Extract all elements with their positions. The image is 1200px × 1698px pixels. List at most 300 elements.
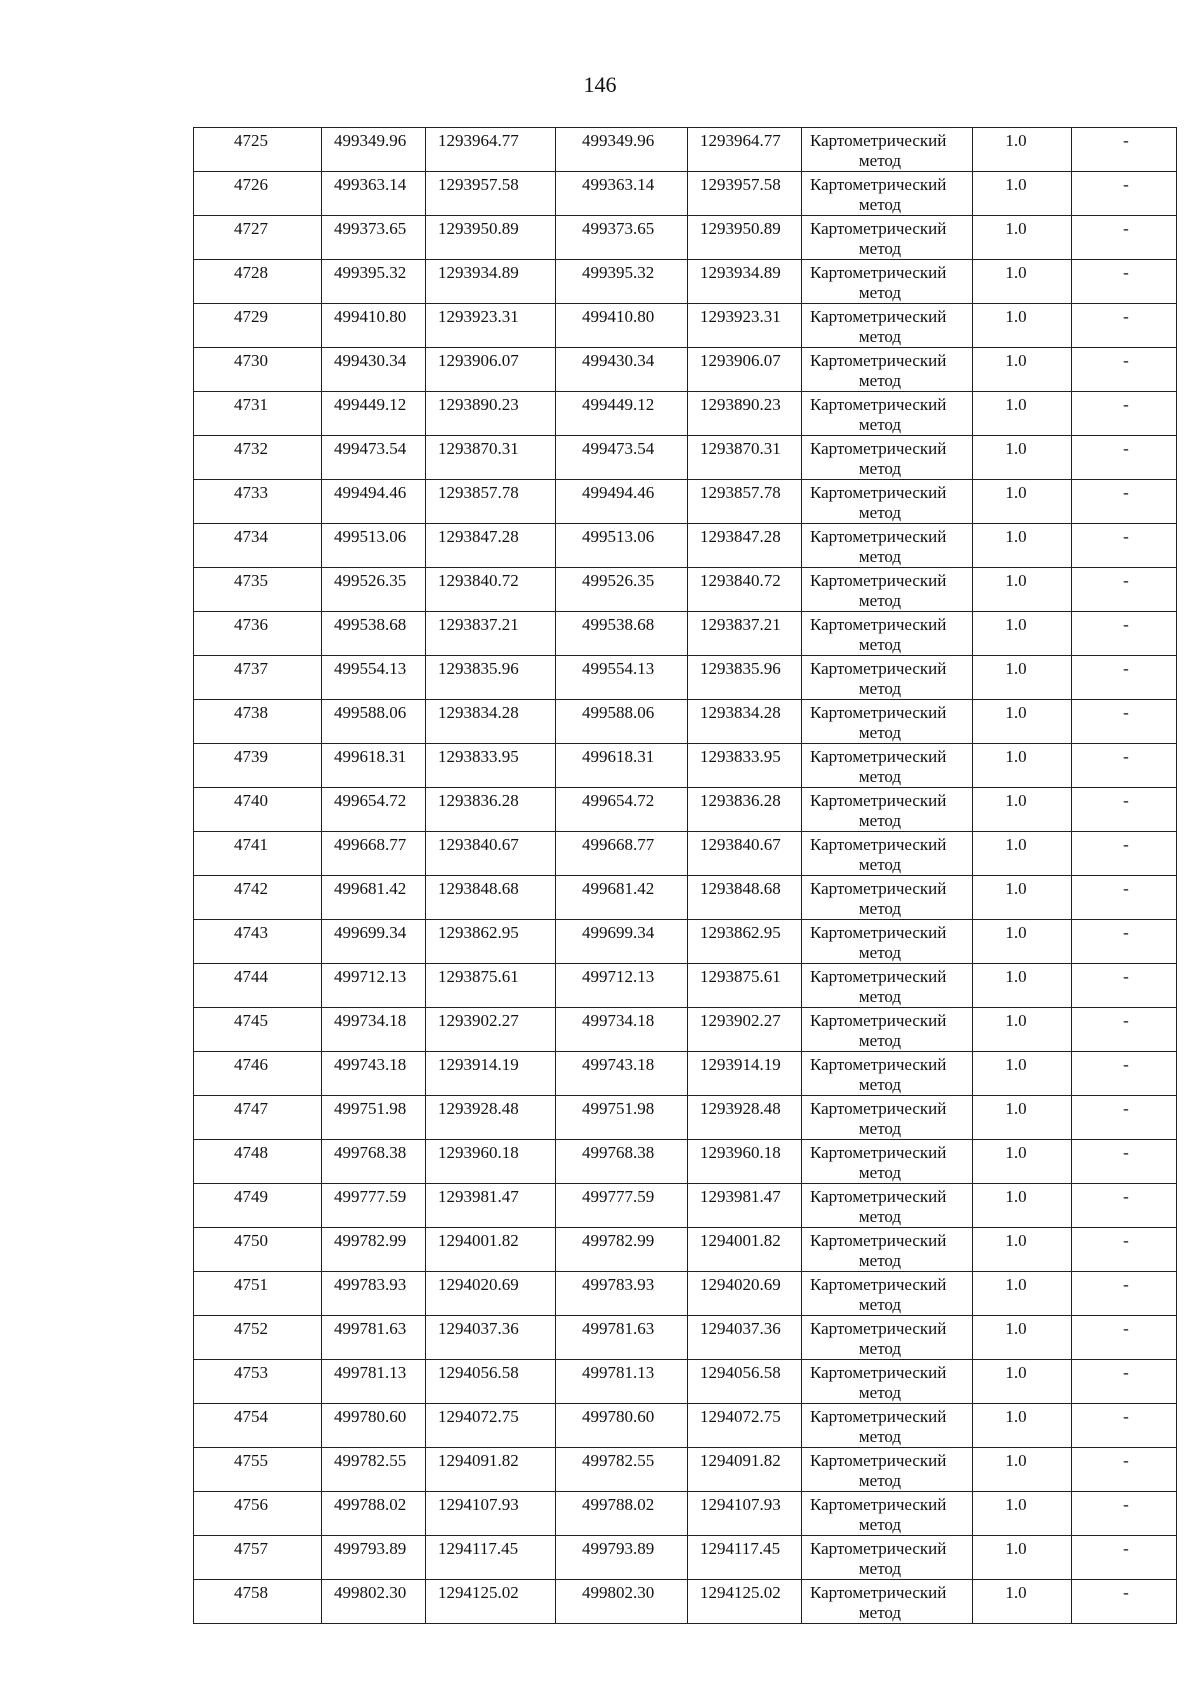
x-coordinate-repeat-cell: [556, 216, 688, 260]
x-coordinate-repeat-cell: [556, 1448, 688, 1492]
x-coordinate-text: 499802.30: [334, 1583, 407, 1602]
accuracy-cell: [973, 964, 1072, 1008]
x-coordinate-text: 499395.32: [334, 263, 407, 282]
note-cell: [1072, 920, 1177, 964]
method-text: Картометрический: [810, 1319, 947, 1338]
method-text: Картометрический: [810, 1011, 947, 1030]
y-coordinate-repeat-cell: [688, 1228, 802, 1272]
method-text: Картометрический: [810, 747, 947, 766]
note-cell: [1072, 832, 1177, 876]
method-text-line2: метод: [858, 1383, 902, 1402]
y-coordinate-cell: [426, 1008, 556, 1052]
point-number-text: 4740: [234, 791, 268, 810]
x-coordinate-cell: [322, 1272, 426, 1316]
x-coordinate-cell: [322, 1184, 426, 1228]
x-coordinate-repeat-cell: [556, 1052, 688, 1096]
y-coordinate-repeat-cell: [688, 304, 802, 348]
point-number-cell: [194, 524, 322, 568]
method-text-line2: метод: [858, 1119, 902, 1138]
method-text-line2: метод: [858, 1515, 902, 1534]
y-coordinate-text: 1293836.28: [438, 791, 519, 810]
x-coordinate-repeat-cell: [556, 1228, 688, 1272]
accuracy-cell: [973, 172, 1072, 216]
y-coordinate-repeat-cell: [688, 436, 802, 480]
x-coordinate-text: 499554.13: [334, 659, 407, 678]
x-coordinate-text: 499782.99: [334, 1231, 407, 1250]
y-coordinate-text: 1293914.19: [438, 1055, 519, 1074]
y-coordinate-repeat-text: 1293847.28: [700, 527, 781, 546]
y-coordinate-text: 1293906.07: [438, 351, 519, 370]
method-text: Картометрический: [810, 483, 947, 502]
method-text-line2: метод: [858, 371, 902, 390]
note-text: -: [1123, 1451, 1129, 1470]
method-text-line2: метод: [858, 1471, 902, 1490]
accuracy-cell: [973, 1096, 1072, 1140]
method-text-line2: метод: [858, 1207, 902, 1226]
x-coordinate-cell: [322, 744, 426, 788]
method-cell: [802, 612, 973, 656]
accuracy-text: 1.0: [1005, 1319, 1027, 1338]
method-text: Картометрический: [810, 263, 947, 282]
y-coordinate-repeat-cell: [688, 1316, 802, 1360]
x-coordinate-cell: [322, 568, 426, 612]
table-row: [194, 172, 1177, 216]
method-text-line2: метод: [858, 767, 902, 786]
table-row: [194, 1008, 1177, 1052]
note-cell: [1072, 1536, 1177, 1580]
y-coordinate-cell: [426, 1448, 556, 1492]
accuracy-cell: [973, 128, 1072, 172]
x-coordinate-repeat-text: 499588.06: [582, 703, 655, 722]
x-coordinate-repeat-text: 499782.99: [582, 1231, 655, 1250]
point-number-cell: [194, 1140, 322, 1184]
y-coordinate-repeat-text: 1293950.89: [700, 219, 781, 238]
y-coordinate-text: 1294107.93: [438, 1495, 519, 1514]
y-coordinate-repeat-cell: [688, 128, 802, 172]
accuracy-text: 1.0: [1005, 791, 1027, 810]
coordinates-table: [193, 127, 1177, 1624]
accuracy-cell: [973, 348, 1072, 392]
accuracy-cell: [973, 1492, 1072, 1536]
point-number-cell: [194, 1580, 322, 1624]
x-coordinate-text: 499513.06: [334, 527, 407, 546]
point-number-text: 4738: [234, 703, 268, 722]
y-coordinate-repeat-cell: [688, 1448, 802, 1492]
point-number-text: 4743: [234, 923, 268, 942]
x-coordinate-repeat-text: 499373.65: [582, 219, 655, 238]
method-cell: [802, 568, 973, 612]
x-coordinate-repeat-text: 499783.93: [582, 1275, 655, 1294]
accuracy-text: 1.0: [1005, 1231, 1027, 1250]
note-cell: [1072, 128, 1177, 172]
x-coordinate-text: 499793.89: [334, 1539, 407, 1558]
x-coordinate-cell: [322, 1536, 426, 1580]
point-number-cell: [194, 832, 322, 876]
accuracy-cell: [973, 1448, 1072, 1492]
x-coordinate-repeat-text: 499780.60: [582, 1407, 655, 1426]
point-number-cell: [194, 1228, 322, 1272]
y-coordinate-repeat-cell: [688, 788, 802, 832]
point-number-cell: [194, 876, 322, 920]
method-text: Картометрический: [810, 615, 947, 634]
point-number-cell: [194, 1316, 322, 1360]
y-coordinate-text: 1293950.89: [438, 219, 519, 238]
x-coordinate-text: 499712.13: [334, 967, 407, 986]
method-text-line2: метод: [858, 635, 902, 654]
y-coordinate-repeat-cell: [688, 656, 802, 700]
method-cell: [802, 876, 973, 920]
x-coordinate-repeat-text: 499681.42: [582, 879, 655, 898]
y-coordinate-cell: [426, 744, 556, 788]
x-coordinate-text: 499668.77: [334, 835, 407, 854]
note-text: -: [1123, 219, 1129, 238]
table-row: [194, 744, 1177, 788]
method-cell: [802, 348, 973, 392]
note-text: -: [1123, 835, 1129, 854]
x-coordinate-cell: [322, 1360, 426, 1404]
table-row: [194, 436, 1177, 480]
method-cell: [802, 832, 973, 876]
method-cell: [802, 1096, 973, 1140]
note-text: -: [1123, 395, 1129, 414]
x-coordinate-repeat-text: 499712.13: [582, 967, 655, 986]
method-text-line2: метод: [858, 1559, 902, 1578]
table-row: [194, 1404, 1177, 1448]
table-row: [194, 964, 1177, 1008]
x-coordinate-repeat-text: 499788.02: [582, 1495, 655, 1514]
y-coordinate-repeat-cell: [688, 1052, 802, 1096]
accuracy-cell: [973, 744, 1072, 788]
x-coordinate-cell: [322, 128, 426, 172]
accuracy-text: 1.0: [1005, 263, 1027, 282]
accuracy-cell: [973, 524, 1072, 568]
point-number-cell: [194, 964, 322, 1008]
x-coordinate-repeat-text: 499793.89: [582, 1539, 655, 1558]
x-coordinate-repeat-cell: [556, 1580, 688, 1624]
x-coordinate-cell: [322, 832, 426, 876]
x-coordinate-cell: [322, 216, 426, 260]
x-coordinate-repeat-cell: [556, 832, 688, 876]
method-text-line2: метод: [858, 1075, 902, 1094]
y-coordinate-repeat-text: 1294125.02: [700, 1583, 781, 1602]
y-coordinate-repeat-text: 1293923.31: [700, 307, 781, 326]
method-text-line2: метод: [858, 987, 902, 1006]
point-number-cell: [194, 1536, 322, 1580]
point-number-cell: [194, 568, 322, 612]
y-coordinate-repeat-cell: [688, 1008, 802, 1052]
x-coordinate-cell: [322, 260, 426, 304]
x-coordinate-cell: [322, 524, 426, 568]
note-cell: [1072, 1404, 1177, 1448]
note-text: -: [1123, 967, 1129, 986]
method-text-line2: метод: [858, 899, 902, 918]
method-text: Картометрический: [810, 1055, 947, 1074]
note-cell: [1072, 612, 1177, 656]
x-coordinate-repeat-text: 499473.54: [582, 439, 655, 458]
y-coordinate-text: 1293862.95: [438, 923, 519, 942]
method-text-line2: метод: [858, 1295, 902, 1314]
y-coordinate-cell: [426, 788, 556, 832]
x-coordinate-cell: [322, 1492, 426, 1536]
table-row: [194, 788, 1177, 832]
method-text: Картометрический: [810, 703, 947, 722]
table-row: [194, 612, 1177, 656]
x-coordinate-text: 499743.18: [334, 1055, 407, 1074]
x-coordinate-cell: [322, 1052, 426, 1096]
accuracy-cell: [973, 1008, 1072, 1052]
accuracy-cell: [973, 1316, 1072, 1360]
method-cell: [802, 436, 973, 480]
y-coordinate-text: 1293840.72: [438, 571, 519, 590]
x-coordinate-repeat-cell: [556, 656, 688, 700]
point-number-cell: [194, 1008, 322, 1052]
note-cell: [1072, 876, 1177, 920]
method-text: Картометрический: [810, 967, 947, 986]
point-number-cell: [194, 1052, 322, 1096]
y-coordinate-repeat-cell: [688, 260, 802, 304]
y-coordinate-text: 1294020.69: [438, 1275, 519, 1294]
method-text-line2: метод: [858, 1427, 902, 1446]
accuracy-text: 1.0: [1005, 615, 1027, 634]
note-text: -: [1123, 131, 1129, 150]
y-coordinate-text: 1294072.75: [438, 1407, 519, 1426]
x-coordinate-cell: [322, 1008, 426, 1052]
note-cell: [1072, 1096, 1177, 1140]
y-coordinate-repeat-cell: [688, 744, 802, 788]
y-coordinate-repeat-text: 1293914.19: [700, 1055, 781, 1074]
y-coordinate-text: 1293834.28: [438, 703, 519, 722]
note-text: -: [1123, 1187, 1129, 1206]
y-coordinate-cell: [426, 1184, 556, 1228]
y-coordinate-repeat-text: 1294056.58: [700, 1363, 781, 1382]
x-coordinate-repeat-cell: [556, 964, 688, 1008]
method-text-line2: метод: [858, 679, 902, 698]
accuracy-cell: [973, 612, 1072, 656]
y-coordinate-cell: [426, 1140, 556, 1184]
method-cell: [802, 260, 973, 304]
y-coordinate-text: 1293875.61: [438, 967, 519, 986]
accuracy-cell: [973, 1140, 1072, 1184]
y-coordinate-text: 1293964.77: [438, 131, 519, 150]
note-text: -: [1123, 439, 1129, 458]
table-row: [194, 1316, 1177, 1360]
note-text: -: [1123, 483, 1129, 502]
accuracy-text: 1.0: [1005, 1583, 1027, 1602]
y-coordinate-repeat-text: 1293928.48: [700, 1099, 781, 1118]
y-coordinate-text: 1293890.23: [438, 395, 519, 414]
x-coordinate-text: 499768.38: [334, 1143, 407, 1162]
method-cell: [802, 700, 973, 744]
note-cell: [1072, 436, 1177, 480]
note-text: -: [1123, 747, 1129, 766]
x-coordinate-repeat-cell: [556, 172, 688, 216]
note-text: -: [1123, 703, 1129, 722]
accuracy-cell: [973, 1360, 1072, 1404]
table-row: [194, 1140, 1177, 1184]
x-coordinate-cell: [322, 1140, 426, 1184]
y-coordinate-repeat-cell: [688, 1272, 802, 1316]
point-number-text: 4752: [234, 1319, 268, 1338]
note-text: -: [1123, 923, 1129, 942]
point-number-cell: [194, 260, 322, 304]
table-row: [194, 392, 1177, 436]
y-coordinate-repeat-cell: [688, 480, 802, 524]
point-number-cell: [194, 1096, 322, 1140]
y-coordinate-text: 1293857.78: [438, 483, 519, 502]
point-number-text: 4731: [234, 395, 268, 414]
y-coordinate-cell: [426, 612, 556, 656]
method-text: Картометрический: [810, 1099, 947, 1118]
x-coordinate-text: 499618.31: [334, 747, 407, 766]
y-coordinate-repeat-cell: [688, 700, 802, 744]
note-cell: [1072, 788, 1177, 832]
method-text: Картометрический: [810, 175, 947, 194]
note-cell: [1072, 1052, 1177, 1096]
method-text-line2: метод: [858, 415, 902, 434]
y-coordinate-repeat-text: 1294001.82: [700, 1231, 781, 1250]
y-coordinate-repeat-text: 1293890.23: [700, 395, 781, 414]
table-row: [194, 656, 1177, 700]
method-cell: [802, 1492, 973, 1536]
y-coordinate-repeat-cell: [688, 1140, 802, 1184]
point-number-cell: [194, 700, 322, 744]
note-cell: [1072, 1140, 1177, 1184]
accuracy-text: 1.0: [1005, 131, 1027, 150]
y-coordinate-repeat-cell: [688, 1096, 802, 1140]
note-cell: [1072, 216, 1177, 260]
method-cell: [802, 1272, 973, 1316]
point-number-text: 4746: [234, 1055, 268, 1074]
x-coordinate-repeat-cell: [556, 1272, 688, 1316]
method-text: Картометрический: [810, 131, 947, 150]
y-coordinate-repeat-text: 1293862.95: [700, 923, 781, 942]
x-coordinate-repeat-cell: [556, 788, 688, 832]
accuracy-text: 1.0: [1005, 703, 1027, 722]
accuracy-text: 1.0: [1005, 747, 1027, 766]
accuracy-text: 1.0: [1005, 879, 1027, 898]
y-coordinate-repeat-text: 1293840.67: [700, 835, 781, 854]
x-coordinate-cell: [322, 348, 426, 392]
method-text-line2: метод: [858, 547, 902, 566]
y-coordinate-cell: [426, 1052, 556, 1096]
table-row: [194, 1580, 1177, 1624]
y-coordinate-repeat-cell: [688, 964, 802, 1008]
x-coordinate-repeat-text: 499430.34: [582, 351, 655, 370]
y-coordinate-repeat-text: 1293964.77: [700, 131, 781, 150]
x-coordinate-cell: [322, 1316, 426, 1360]
accuracy-text: 1.0: [1005, 835, 1027, 854]
x-coordinate-repeat-cell: [556, 1492, 688, 1536]
method-text-line2: метод: [858, 503, 902, 522]
table-row: [194, 216, 1177, 260]
point-number-text: 4725: [234, 131, 268, 150]
point-number-text: 4745: [234, 1011, 268, 1030]
x-coordinate-text: 499699.34: [334, 923, 407, 942]
y-coordinate-repeat-cell: [688, 1580, 802, 1624]
x-coordinate-repeat-text: 499768.38: [582, 1143, 655, 1162]
note-cell: [1072, 656, 1177, 700]
x-coordinate-repeat-text: 499363.14: [582, 175, 655, 194]
note-text: -: [1123, 351, 1129, 370]
note-text: -: [1123, 1539, 1129, 1558]
note-text: -: [1123, 1231, 1129, 1250]
method-text-line2: метод: [858, 239, 902, 258]
y-coordinate-cell: [426, 1492, 556, 1536]
y-coordinate-repeat-cell: [688, 1404, 802, 1448]
point-number-text: 4755: [234, 1451, 268, 1470]
accuracy-text: 1.0: [1005, 395, 1027, 414]
point-number-text: 4728: [234, 263, 268, 282]
method-text-line2: метод: [858, 943, 902, 962]
x-coordinate-repeat-cell: [556, 700, 688, 744]
point-number-text: 4729: [234, 307, 268, 326]
accuracy-text: 1.0: [1005, 1099, 1027, 1118]
y-coordinate-repeat-text: 1293857.78: [700, 483, 781, 502]
x-coordinate-cell: [322, 964, 426, 1008]
method-text-line2: метод: [858, 327, 902, 346]
point-number-text: 4744: [234, 967, 268, 986]
x-coordinate-repeat-text: 499734.18: [582, 1011, 655, 1030]
x-coordinate-repeat-text: 499654.72: [582, 791, 655, 810]
note-text: -: [1123, 1495, 1129, 1514]
accuracy-text: 1.0: [1005, 923, 1027, 942]
x-coordinate-cell: [322, 172, 426, 216]
y-coordinate-repeat-text: 1293906.07: [700, 351, 781, 370]
x-coordinate-repeat-cell: [556, 920, 688, 964]
method-text: Картометрический: [810, 1583, 947, 1602]
accuracy-text: 1.0: [1005, 1275, 1027, 1294]
point-number-text: 4730: [234, 351, 268, 370]
x-coordinate-repeat-text: 499618.31: [582, 747, 655, 766]
x-coordinate-repeat-cell: [556, 304, 688, 348]
point-number-text: 4753: [234, 1363, 268, 1382]
accuracy-cell: [973, 1536, 1072, 1580]
point-number-text: 4754: [234, 1407, 268, 1426]
point-number-text: 4736: [234, 615, 268, 634]
y-coordinate-text: 1293902.27: [438, 1011, 519, 1030]
note-text: -: [1123, 791, 1129, 810]
accuracy-text: 1.0: [1005, 659, 1027, 678]
point-number-cell: [194, 392, 322, 436]
x-coordinate-repeat-text: 499777.59: [582, 1187, 655, 1206]
x-coordinate-repeat-text: 499513.06: [582, 527, 655, 546]
point-number-cell: [194, 744, 322, 788]
point-number-text: 4751: [234, 1275, 268, 1294]
y-coordinate-repeat-cell: [688, 216, 802, 260]
note-text: -: [1123, 615, 1129, 634]
note-text: -: [1123, 263, 1129, 282]
y-coordinate-repeat-text: 1293934.89: [700, 263, 781, 282]
table-row: [194, 1052, 1177, 1096]
method-text: Картометрический: [810, 219, 947, 238]
note-cell: [1072, 1008, 1177, 1052]
table-row: [194, 876, 1177, 920]
method-text: Картометрический: [810, 527, 947, 546]
point-number-cell: [194, 656, 322, 700]
accuracy-text: 1.0: [1005, 571, 1027, 590]
y-coordinate-repeat-text: 1293848.68: [700, 879, 781, 898]
method-text: Картометрический: [810, 879, 947, 898]
accuracy-text: 1.0: [1005, 307, 1027, 326]
accuracy-cell: [973, 1580, 1072, 1624]
x-coordinate-cell: [322, 1404, 426, 1448]
note-text: -: [1123, 1583, 1129, 1602]
note-text: -: [1123, 307, 1129, 326]
method-text-line2: метод: [858, 151, 902, 170]
method-cell: [802, 1052, 973, 1096]
x-coordinate-repeat-text: 499802.30: [582, 1583, 655, 1602]
method-cell: [802, 1184, 973, 1228]
